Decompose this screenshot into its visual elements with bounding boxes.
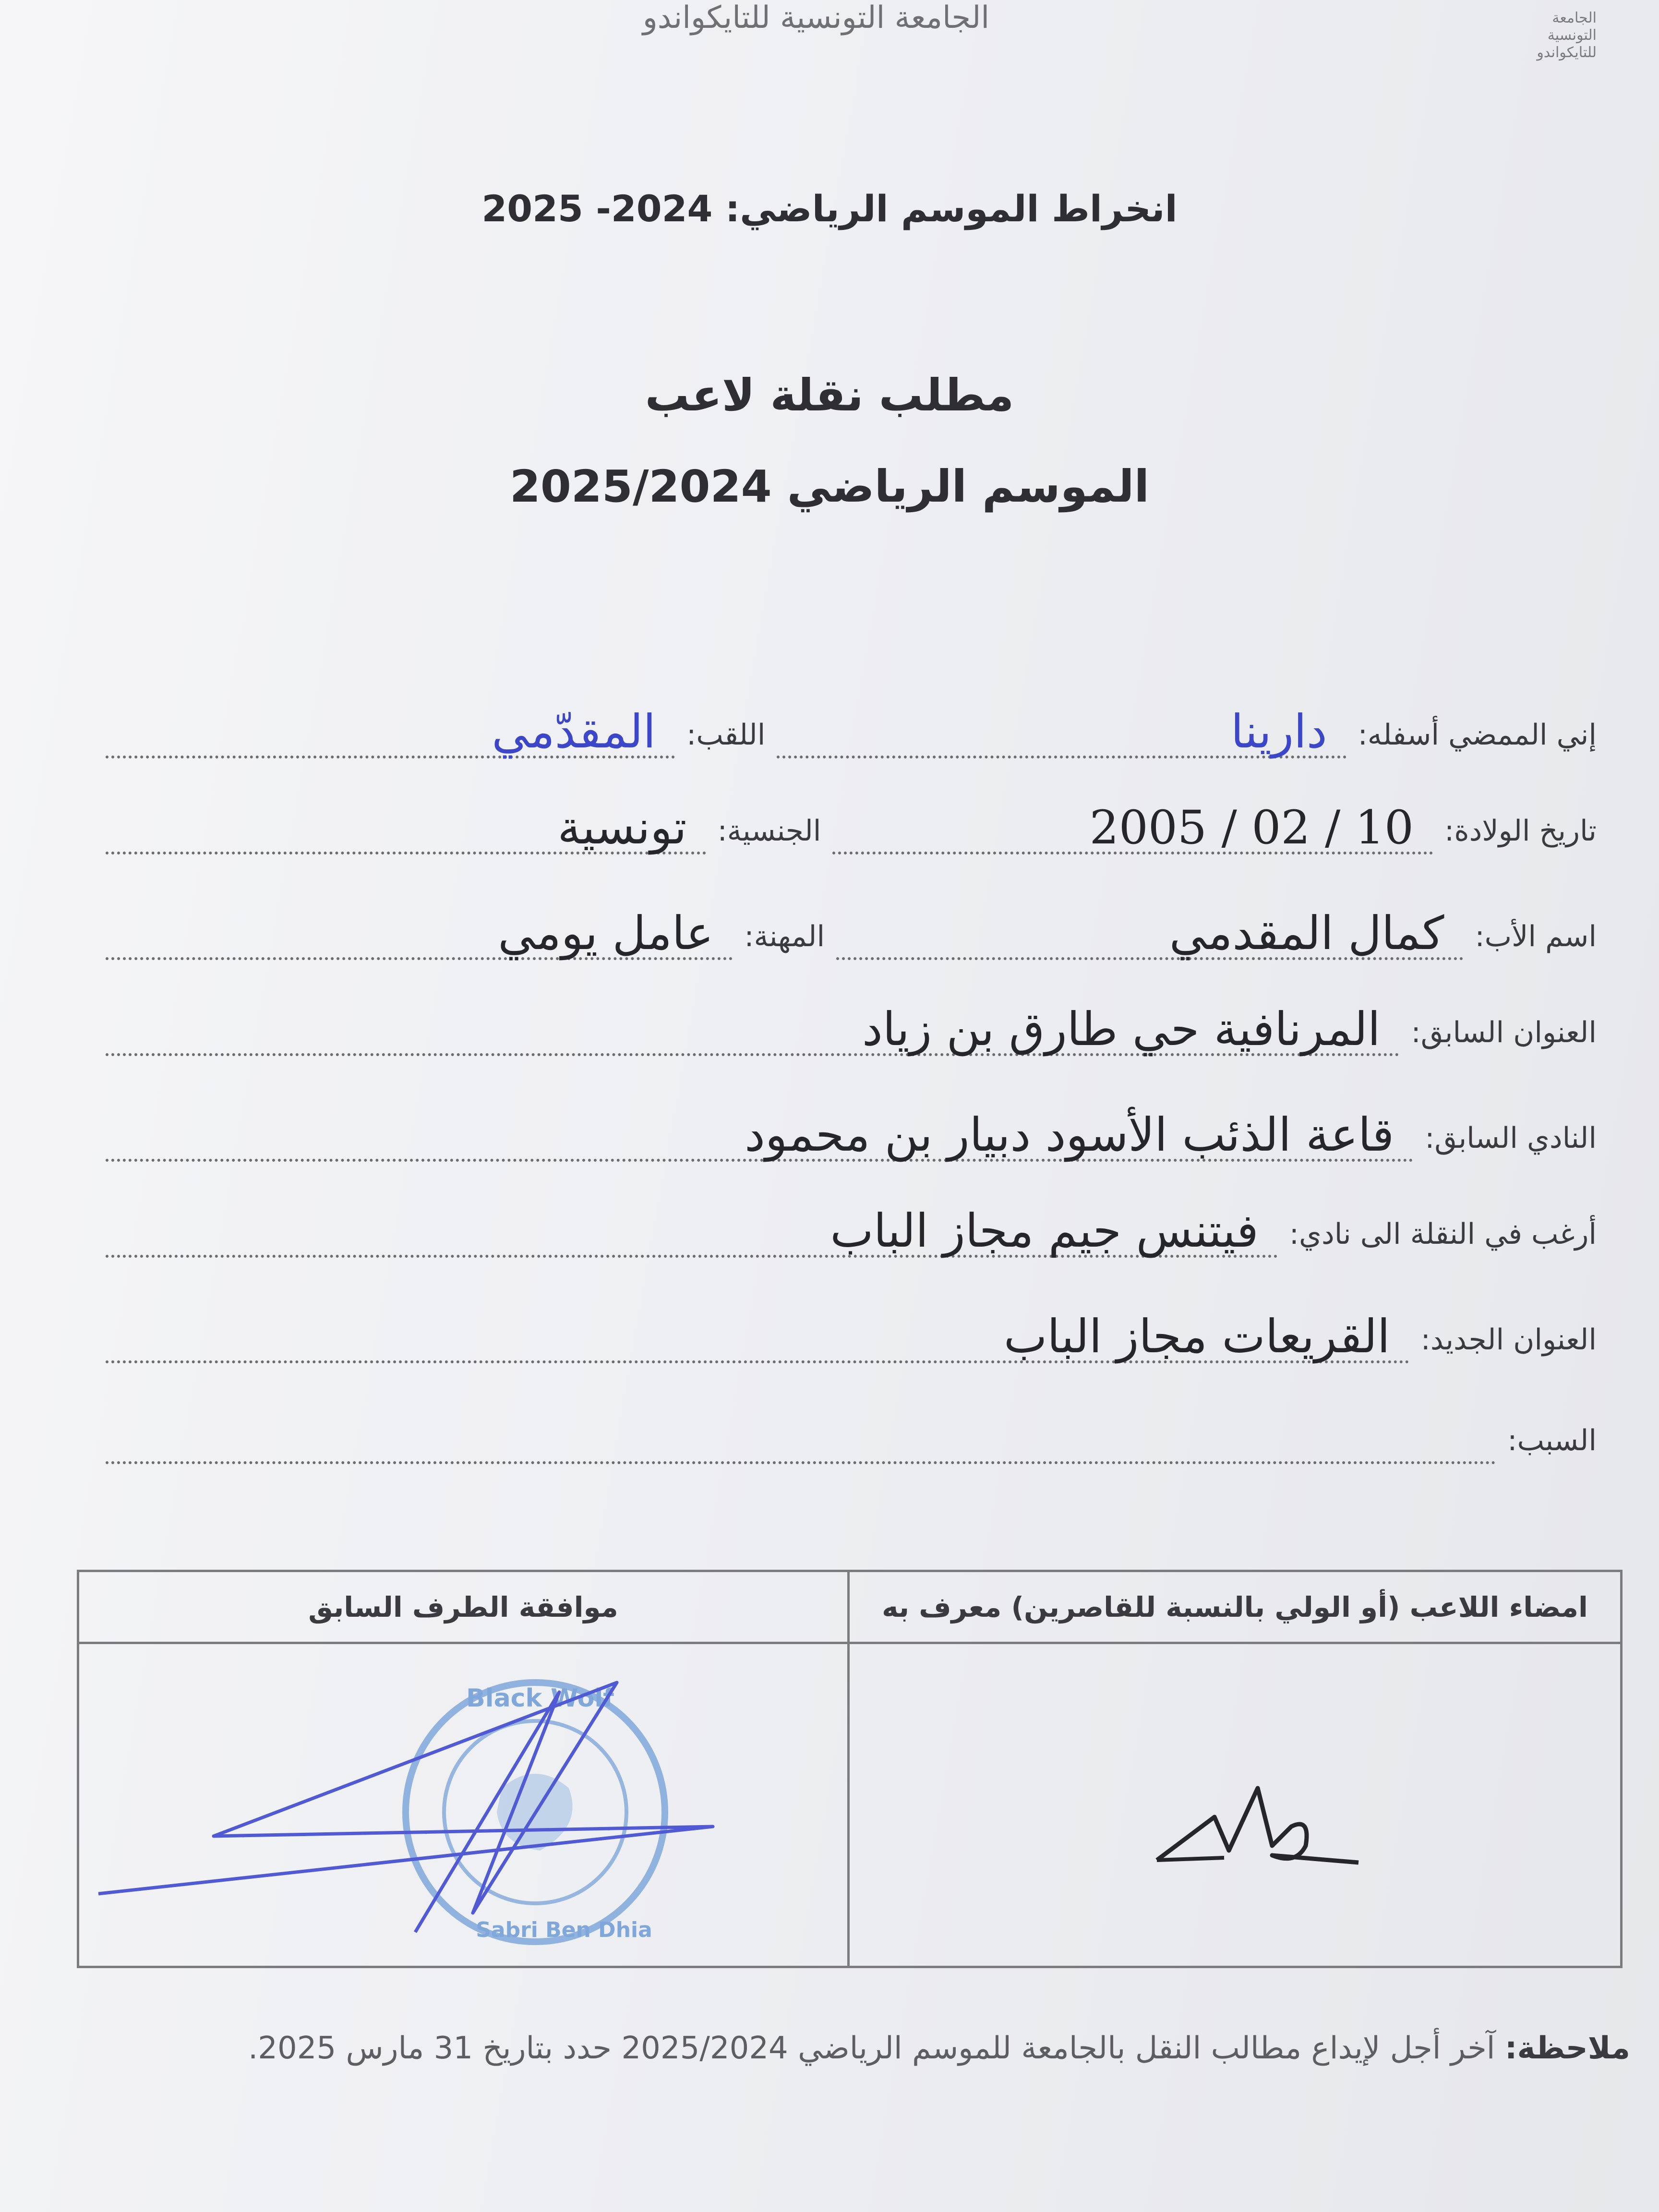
- player-signature-cell[interactable]: [847, 1644, 1620, 1966]
- father-label: اسم الأب:: [1475, 920, 1597, 953]
- surname-label: اللقب:: [686, 718, 766, 752]
- form-season: الموسم الرياضي 2025/2024: [509, 461, 1150, 512]
- prev-club-label: النادي السابق:: [1425, 1121, 1597, 1155]
- note-text: آخر أجل لإيداع مطالب النقل بالجامعة للموسم الرياضي 2025/2024 حدد بتاريخ 31 مارس 2025.: [248, 2031, 1495, 2066]
- footer-note: [46, 2031, 1630, 2066]
- undersigned-label: إني الممضي أسفله:: [1358, 718, 1597, 752]
- reason-label: السبب:: [1507, 1424, 1597, 1457]
- logo-text-1: الجامعة: [1552, 10, 1597, 26]
- reason-field[interactable]: [106, 1413, 1496, 1464]
- stamp-text-1: Black Wolf: [466, 1684, 614, 1713]
- first-name-field[interactable]: دارينا: [777, 708, 1346, 758]
- wish-club-label: أرغب في النقلة الى نادي:: [1289, 1217, 1597, 1251]
- form-title: مطلب نقلة لاعب: [645, 370, 1014, 421]
- signature-table: [77, 1570, 1623, 1968]
- previous-party-header: موافقة الطرف السابق: [79, 1572, 847, 1644]
- nationality-field[interactable]: تونسية: [106, 804, 706, 854]
- prev-address-label: العنوان السابق:: [1411, 1016, 1597, 1049]
- federation-logo: [1491, 10, 1597, 91]
- wish-club-field[interactable]: فيتنس جيم مجاز الباب: [106, 1207, 1278, 1258]
- federation-header: الجامعة التونسية للتايكواندو: [642, 0, 990, 36]
- row-prev-club: [106, 1104, 1597, 1162]
- row-birth: [106, 797, 1597, 854]
- row-wish-club: [106, 1200, 1597, 1258]
- prev-address-field[interactable]: المرنافية حي طارق بن زياد: [106, 1005, 1399, 1056]
- note-label: ملاحظة:: [1504, 2031, 1630, 2066]
- row-father: [106, 902, 1597, 960]
- player-signature-header: امضاء اللاعب (أو الولي بالنسبة للقاصرين) معرف به: [847, 1572, 1620, 1644]
- father-field[interactable]: كمال المقدمي: [836, 909, 1463, 960]
- logo-text-3: للتايكواندو: [1537, 44, 1597, 61]
- logo-text-2: التونسية: [1547, 27, 1597, 44]
- club-stamp: [79, 1644, 847, 1961]
- row-name: [106, 701, 1597, 758]
- birthdate-label: تاريخ الولادة:: [1444, 814, 1597, 848]
- new-address-field[interactable]: القريعات مجاز الباب: [106, 1312, 1409, 1363]
- prev-club-field[interactable]: قاعة الذئب الأسود دبيار بن محمود: [106, 1111, 1413, 1162]
- previous-party-cell[interactable]: [79, 1644, 847, 1966]
- profession-field[interactable]: عامل يومي: [106, 909, 733, 960]
- row-prev-address: [106, 998, 1597, 1056]
- row-reason: [106, 1407, 1597, 1464]
- profession-label: المهنة:: [744, 920, 825, 953]
- surname-field[interactable]: المقدّمي: [106, 708, 675, 758]
- birthdate-field[interactable]: 10 / 02 / 2005: [832, 804, 1433, 854]
- stamp-text-2: Sabri Ben Dhia: [476, 1918, 652, 1942]
- nationality-label: الجنسية:: [717, 814, 821, 848]
- new-address-label: العنوان الجديد:: [1420, 1323, 1597, 1357]
- player-signature: [850, 1644, 1618, 1961]
- affiliation-line: انخراط الموسم الرياضي: 2024- 2025: [481, 187, 1178, 230]
- row-new-address: [106, 1306, 1597, 1363]
